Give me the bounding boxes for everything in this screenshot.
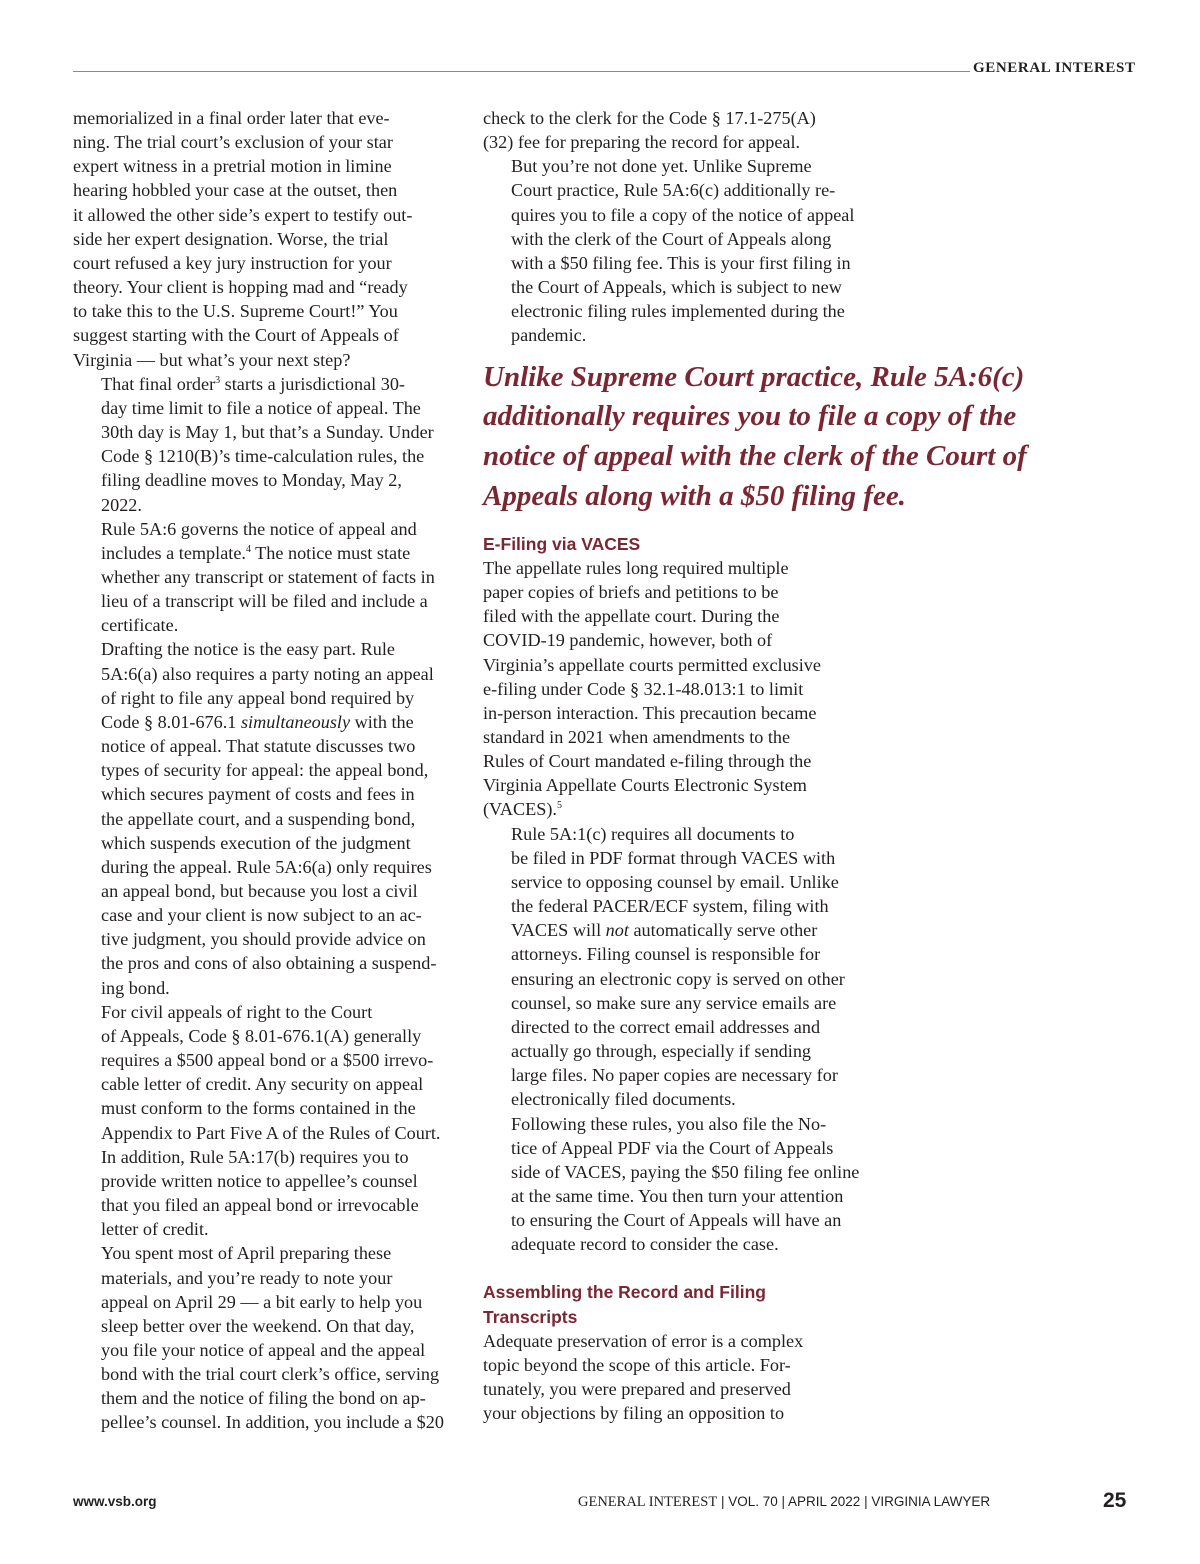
text-line: in-person interaction. This precaution became xyxy=(483,702,817,723)
text-line: filing deadline moves to Monday, May 2, xyxy=(101,470,402,491)
text-line: bond with the trial court clerk’s office, serving xyxy=(101,1364,440,1385)
text-line: Rule 5A:1(c) requires all documents to xyxy=(511,823,795,844)
text-line: requires a $500 appeal bond or a $500 irrevo- xyxy=(101,1050,434,1071)
body-paragraph xyxy=(483,106,861,154)
text-line: letter of credit. xyxy=(101,1219,209,1240)
text-line: Appeals along with a $50 filing fee. xyxy=(483,479,906,512)
text-line: e-filing under Code § 32.1-48.013:1 to limit xyxy=(483,678,804,699)
text-line: which suspends execution of the judgment xyxy=(101,832,411,853)
footnote-ref: 3 xyxy=(215,374,221,386)
body-paragraph xyxy=(73,1241,448,1434)
page-number: 25 xyxy=(1103,1489,1127,1512)
text-line: suggest starting with the Court of Appeals of xyxy=(73,325,399,346)
text-line: tive judgment, you should provide advice on xyxy=(101,929,426,950)
text-line: 30th day is May 1, but that’s a Sunday. Under xyxy=(101,422,434,443)
efiling-paragraphs xyxy=(483,556,861,1257)
text-line: side of VACES, paying the $50 filing fee online xyxy=(511,1161,860,1182)
text-line: Virginia — but what’s your next step? xyxy=(73,349,351,370)
text-line: the Court of Appeals, which is subject to new xyxy=(511,277,842,298)
right-column xyxy=(483,106,1027,1425)
text-line: Virginia’s appellate courts permitted exclusive xyxy=(483,654,821,675)
text-line: VACES will not automatically serve other xyxy=(511,920,818,941)
text-line: Adequate preservation of error is a complex xyxy=(483,1330,804,1351)
text-line: paper copies of briefs and petitions to be xyxy=(483,582,779,603)
text-line: ensuring an electronic copy is served on other xyxy=(511,968,845,989)
record-paragraphs xyxy=(483,1329,861,1426)
text-line: memorialized in a final order later that eve- xyxy=(73,108,390,128)
text-line: You spent most of April preparing these xyxy=(101,1243,392,1264)
text-line: large files. No paper copies are necessary for xyxy=(511,1065,838,1086)
body-paragraph xyxy=(483,1329,861,1426)
text-line: materials, and you’re ready to note your xyxy=(101,1267,393,1288)
text-line: an appeal bond, but because you lost a civil xyxy=(101,881,418,901)
text-line: ning. The trial court’s exclusion of your star xyxy=(73,132,393,153)
text-line: additionally requires you to file a copy of the xyxy=(483,400,1017,433)
text-line: But you’re not done yet. Unlike Supreme xyxy=(511,156,812,177)
text-line: quires you to file a copy of the notice of appeal xyxy=(511,204,855,225)
footer-section: GENERAL INTEREST xyxy=(578,1494,718,1510)
text-line: lieu of a transcript will be filed and include a xyxy=(101,591,428,612)
body-paragraph xyxy=(483,822,861,1112)
text-line: whether any transcript or statement of facts in xyxy=(101,566,435,587)
text-line: topic beyond the scope of this article. For- xyxy=(483,1354,791,1375)
footer-publication-line xyxy=(578,1494,990,1511)
text-line: notice of appeal. That statute discusses two xyxy=(101,736,416,757)
text-line: with a $50 filing fee. This is your first filing in xyxy=(511,252,851,273)
text-line: it allowed the other side’s expert to testify out- xyxy=(73,204,413,225)
text-line: tice of Appeal PDF via the Court of Appeals xyxy=(511,1137,834,1158)
text-line: pandemic. xyxy=(511,325,587,346)
text-line: your objections by filing an opposition to xyxy=(483,1403,785,1424)
text-line: during the appeal. Rule 5A:6(a) only requires xyxy=(101,856,432,877)
text-line: appeal on April 29 — a bit early to help you xyxy=(101,1291,423,1312)
text-line: filed with the appellate court. During the xyxy=(483,606,780,627)
text-line: Assembling the Record and Filing xyxy=(483,1282,766,1303)
text-line: Appendix to Part Five A of the Rules of Court. xyxy=(101,1122,441,1143)
text-line: must conform to the forms contained in the xyxy=(101,1098,416,1119)
emphasis: simultaneously xyxy=(240,711,351,732)
text-line: types of security for appeal: the appeal bond, xyxy=(101,760,429,781)
text-line: tunately, you were prepared and preserved xyxy=(483,1379,791,1400)
text-line: cable letter of credit. Any security on appeal xyxy=(101,1074,424,1095)
text-line: at the same time. You then turn your attention xyxy=(511,1185,844,1206)
header-rule xyxy=(73,71,970,72)
body-paragraph xyxy=(483,154,861,347)
text-line: Court practice, Rule 5A:6(c) additionally re- xyxy=(511,180,836,201)
text-line: service to opposing counsel by email. Unlike xyxy=(511,871,839,892)
pull-quote xyxy=(483,358,1083,517)
text-line: (VACES).$^5$ xyxy=(483,799,562,820)
text-line: which secures payment of costs and fees in xyxy=(101,784,415,805)
body-paragraph xyxy=(483,1112,861,1257)
text-line: notice of appeal with the clerk of the Court of xyxy=(483,440,1027,473)
text-line: That final order$^3$ starts a jurisdictional 30- xyxy=(101,373,405,394)
footnote-ref: 4 xyxy=(245,543,251,555)
text-line: directed to the correct email addresses and xyxy=(511,1016,821,1037)
text-line: The appellate rules long required multiple xyxy=(483,557,789,578)
text-line: sleep better over the weekend. On that day, xyxy=(101,1315,415,1336)
text-line: to ensuring the Court of Appeals will have an xyxy=(511,1210,842,1231)
text-line: check to the clerk for the Code § 17.1-275(A) xyxy=(483,108,816,128)
body-paragraph xyxy=(73,517,448,638)
text-line: of right to file any appeal bond required by xyxy=(101,687,415,708)
text-line: with the clerk of the Court of Appeals along xyxy=(511,228,832,249)
text-line: Rule 5A:6 governs the notice of appeal and xyxy=(101,518,417,539)
text-line: theory. Your client is hopping mad and “ready xyxy=(73,277,408,298)
text-line: that you filed an appeal bond or irrevocable xyxy=(101,1195,419,1216)
subheading-efiling: E-Filing via VACES xyxy=(483,533,641,554)
text-line: includes a template.$^4$ The notice must state xyxy=(101,542,411,563)
text-line: Drafting the notice is the easy part. Rule xyxy=(101,639,395,660)
text-line: electronic filing rules implemented during the xyxy=(511,301,845,322)
text-line: COVID-19 pandemic, however, both of xyxy=(483,630,773,651)
text-line: Code § 8.01-676.1 simultaneously with the xyxy=(101,711,414,732)
text-line: (32) fee for preparing the record for appeal. xyxy=(483,132,801,153)
text-line: For civil appeals of right to the Court xyxy=(101,1001,373,1022)
text-line: standard in 2021 when amendments to the xyxy=(483,727,791,747)
text-line: Unlike Supreme Court practice, Rule 5A:6(c) xyxy=(483,360,1025,393)
text-line: side her expert designation. Worse, the trial xyxy=(73,228,389,249)
text-line: In addition, Rule 5A:17(b) requires you to xyxy=(101,1146,409,1167)
text-line: to take this to the U.S. Supreme Court!” You xyxy=(73,301,398,322)
footer-publication: | VOL. 70 | APRIL 2022 | VIRGINIA LAWYER xyxy=(717,1494,991,1509)
right-intro-paragraphs xyxy=(483,106,861,348)
text-line: pellee’s counsel. In addition, you include a $20 xyxy=(101,1412,444,1433)
text-line: case and your client is now subject to an ac- xyxy=(101,905,422,926)
text-line: day time limit to file a notice of appeal. The xyxy=(101,397,421,418)
text-line: them and the notice of filing the bond on ap- xyxy=(101,1388,426,1409)
body-paragraph xyxy=(483,556,861,822)
text-line: certificate. xyxy=(101,615,179,636)
body-paragraph xyxy=(73,372,448,517)
section-label: GENERAL INTEREST xyxy=(973,60,1136,76)
text-line: attorneys. Filing counsel is responsible for xyxy=(511,944,821,965)
text-line: be filed in PDF format through VACES with xyxy=(511,847,836,868)
emphasis: not xyxy=(605,920,629,941)
text-line: you file your notice of appeal and the appeal xyxy=(101,1339,426,1360)
text-line: counsel, so make sure any service emails are xyxy=(511,992,837,1013)
text-line: hearing hobbled your case at the outset, then xyxy=(73,180,398,201)
text-line: Transcripts xyxy=(483,1306,578,1327)
subheading-record xyxy=(483,1280,861,1328)
left-paragraphs xyxy=(73,106,448,1435)
text-line: 2022. xyxy=(101,494,142,515)
text-line: the appellate court, and a suspending bond, xyxy=(101,808,416,829)
text-line: actually go through, especially if sending xyxy=(511,1041,812,1062)
text-line: 5A:6(a) also requires a party noting an appeal xyxy=(101,663,434,684)
text-line: the federal PACER/ECF system, filing with xyxy=(511,896,829,917)
text-line: expert witness in a pretrial motion in limine xyxy=(73,156,392,177)
text-line: provide written notice to appellee’s counsel xyxy=(101,1170,418,1191)
text-line: electronically filed documents. xyxy=(511,1089,736,1110)
body-paragraph xyxy=(73,1000,448,1242)
footnote-ref: 5 xyxy=(556,800,562,812)
text-line: Following these rules, you also file the No- xyxy=(511,1113,827,1134)
text-line: court refused a key jury instruction for your xyxy=(73,252,392,273)
text-line: adequate record to consider the case. xyxy=(511,1234,779,1255)
text-line: Virginia Appellate Courts Electronic System xyxy=(483,775,807,796)
text-line: the pros and cons of also obtaining a suspend- xyxy=(101,953,437,974)
body-paragraph xyxy=(73,106,448,372)
body-paragraph xyxy=(73,637,448,999)
footer-url: www.vsb.org xyxy=(73,1494,157,1509)
text-line: of Appeals, Code § 8.01-676.1(A) generally xyxy=(101,1025,422,1046)
text-line: Rules of Court mandated e-filing through the xyxy=(483,751,812,772)
text-line: ing bond. xyxy=(101,977,170,998)
left-column xyxy=(73,106,448,1435)
text-line: Code § 1210(B)’s time-calculation rules, the xyxy=(101,446,425,467)
